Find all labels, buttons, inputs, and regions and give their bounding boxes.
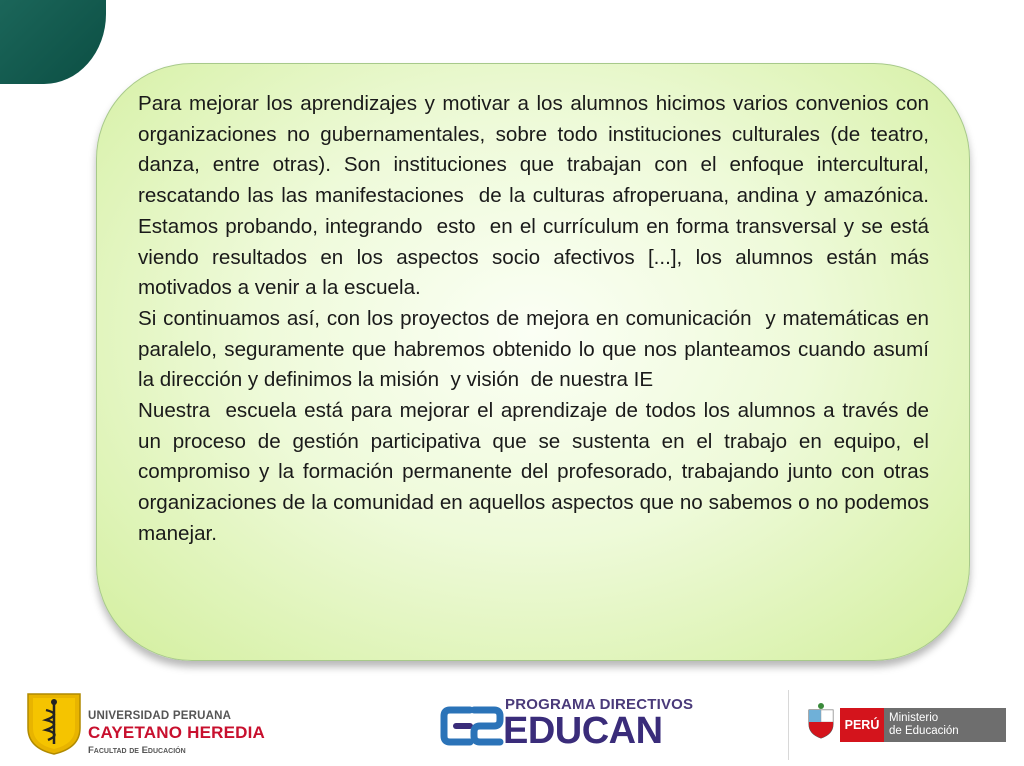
footer-logos [0, 676, 1024, 766]
paragraph-continuamos: Si continuamos así, con los proyectos de mejora en comunicación y matemáticas en paralelo, seguramente que habremos obtenido lo que nos planteamos cuando asumí la dirección y definimos la misión y visión de nuestra IE [138, 306, 935, 392]
uph-faculty: Facultad de Educación [88, 745, 186, 756]
uph-university-label: UNIVERSIDAD PERUANA [88, 710, 232, 722]
paragraph-convenios: Para mejorar los aprendizajes y motivar a los alumnos hicimos varios convenios con organizaciones no gubernamentales, sobre todo instituciones culturales (de teatro, danza, entre otras). Son instituciones que trabajan con el enfoque intercultural, rescatando las las manifestaciones de la culturas afroperuana, andina y amazónica. Estamos probando, integrando esto en el currículum en forma transversal y se está viendo resultados en los aspectos socio afectivos [...], los alumnos están más motivados a venir a la escuela. [138, 92, 935, 300]
uph-seal-icon [24, 688, 84, 756]
ministerio-educacion-label [884, 708, 1006, 742]
educan-program-label: PROGRAMA DIRECTIVOS [505, 696, 694, 713]
logo-divider [788, 690, 789, 760]
uph-name: CAYETANO HEREDIA [88, 723, 266, 742]
peru-label: PERÚ [840, 708, 884, 742]
educan-logo-icon [440, 704, 504, 748]
peru-coat-of-arms-icon [806, 702, 836, 740]
ministerio-text: Ministerio de Educación [889, 712, 959, 737]
educan-wordmark: EDUCAN [503, 710, 663, 752]
paragraph-nuestra-escuela: Nuestra escuela está para mejorar el aprendizaje de todos los alumnos a través de un proceso de gestión participativa que se sustenta en el trabajo en equipo, el compromiso y la formación permanente del profesorado, trabajando junto con otras organizaciones de la comunidad en aquellos aspectos que no sabemos o no podemos manejar. [138, 399, 935, 545]
quote-text-box [96, 63, 970, 661]
uph-wordmark [88, 710, 265, 756]
corner-decoration [0, 0, 106, 84]
